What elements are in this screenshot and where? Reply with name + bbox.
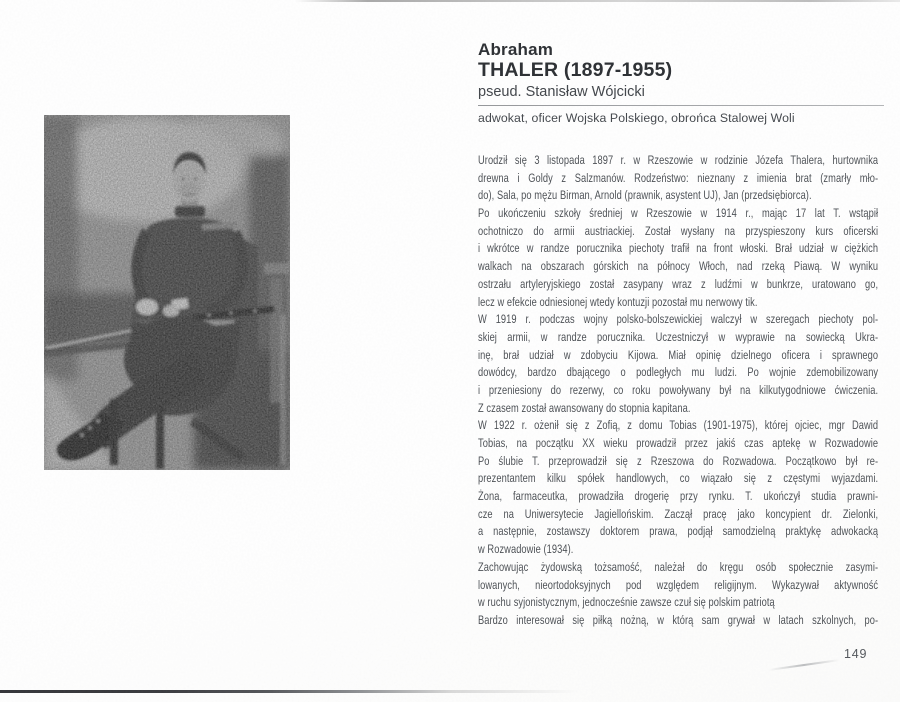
entry-surname-years: THALER (1897-1955) <box>478 59 673 81</box>
body-text-line: Tobias, na początku XX wieku prowadził przez jakiś czas aptekę w Rozwadowie <box>478 436 879 450</box>
body-text-line: Z czasem został awansowany do stopnia kapitana. <box>478 400 691 415</box>
body-text-line: Bardzo interesował się piłką nożną, w którą sam grywał w latach szkolnych, po- <box>478 612 879 627</box>
body-text-line: prezentantem kilku spółek handlowych, co wiązało się z częstymi wyjazdami. <box>478 471 879 486</box>
header-divider-rule <box>478 105 884 106</box>
body-text-line: ostrzału artyleryjskiego został zasypany wraz z ludźmi w bunkrze, uratowano go, <box>478 276 879 291</box>
body-text-line: drewna i Goldy z Salzmanów. Rodzeństwo: nieznany z imienia brat (zmarły mło- <box>478 170 879 185</box>
body-text-line: Zachowując żydowską tożsamość, należał do kręgu osób społecznie zasymi- <box>478 559 879 574</box>
biography-text <box>478 152 900 630</box>
body-text-line: do), Sala, po mężu Birman, Arnold (prawnik, asystent UJ), Jan (przedsiębiorca). <box>478 188 812 203</box>
body-text-line: a następnie, zostawszy doktorem prawa, podjął samodzielną praktykę adwokacką <box>478 524 879 539</box>
portrait-photo-image <box>44 115 290 470</box>
entry-given-name: Abraham <box>478 40 554 59</box>
body-text-line: inę, brał udział w zdobyciu Kijowa. Miał opinię dzielnego oficera i sprawnego <box>478 347 879 362</box>
body-text-line: lecz w efekcie odniesionej wtedy kontuzji pozostał mu nerwowy tik. <box>478 294 758 309</box>
body-text-line: W 1922 r. ożenił się z Zofią, z domu Tobias (1901-1975), której ojciec, mgr Dawid <box>478 418 879 433</box>
body-text-line: skiej armii, w randze porucznika. Uczestniczył w wyprawie na sowiecką Ukra- <box>478 329 879 344</box>
body-text-line: cze na Uniwersytecie Jagiellońskim. Zaczął pracę jako koncypient dr. Zielonki, <box>478 506 879 521</box>
scan-artifact-bottom-edge <box>0 690 580 693</box>
entry-pseudonym: pseud. Stanisław Wójcicki <box>478 84 645 100</box>
scan-artifact-top-edge <box>295 0 900 2</box>
body-text-line: i wkrótce w randze porucznika piechoty trafił na front włoski. Brał udział w ciężkich <box>478 241 879 256</box>
body-text-line: w Rozwadowie (1934). <box>478 542 574 557</box>
body-text-line: Żona, farmaceutka, prowadziła drogerię przy rynku. T. ukończył studia prawni- <box>478 489 879 504</box>
body-text-line: w ruchu syjonistycznym, jednocześnie zawsze czuł się polskim patriotą <box>478 595 775 610</box>
scan-smudge <box>768 659 840 671</box>
entry-role-line: adwokat, oficer Wojska Polskiego, obrońca Stalowej Woli <box>478 111 795 126</box>
page-number: 149 <box>844 647 868 661</box>
body-text-line: Po ślubie T. przeprowadził się z Rzeszowa do Rozwadowa. Początkowo był re- <box>478 453 879 468</box>
body-text-line: dowódcy, bardzo dbającego o podległych mu ludzi. Po wojnie zdemobilizowany <box>478 365 879 380</box>
body-text-line: Po ukończeniu szkoły średniej w Rzeszowie w 1914 r., mając 17 lat T. wstąpił <box>478 206 879 221</box>
body-text-line: i przeniesiony do rezerwy, co roku powoływany był na kilkutygodniowe ćwiczenia. <box>478 382 879 397</box>
body-text-line: walkach na obszarach górskich na północy Włoch, nad rzeką Piawą. W wyniku <box>478 259 879 274</box>
body-text-line: W 1919 r. podczas wojny polsko-bolszewickiej walczył w szeregach piechoty pol- <box>478 312 879 327</box>
portrait-photo <box>44 115 290 470</box>
body-text-line: lowanych, nieortodoksyjnych pod względem religijnym. Wykazywał aktywność <box>478 577 879 592</box>
body-text-line: Urodził się 3 listopada 1897 r. w Rzeszowie w rodzinie Józefa Thalera, hurtownika <box>478 153 879 167</box>
body-text-line: ochotniczo do armii austriackiej. Został wysłany na przyspieszony kurs oficerski <box>478 223 879 238</box>
entry-header <box>478 40 884 125</box>
